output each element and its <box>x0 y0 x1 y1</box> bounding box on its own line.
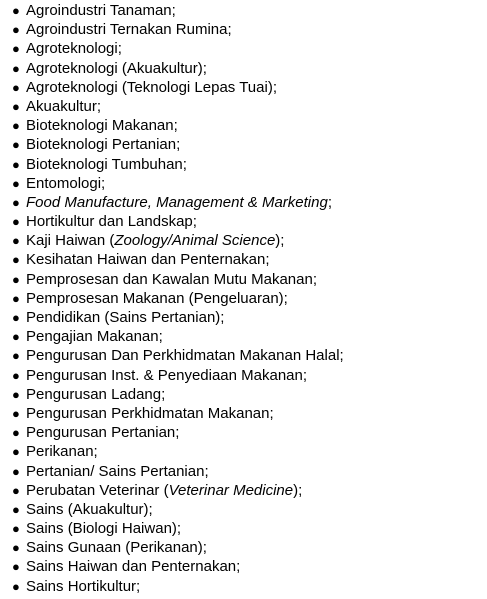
bullet-icon: ● <box>12 60 20 76</box>
bullet-icon: ● <box>12 252 20 268</box>
bullet-icon: ● <box>12 175 20 191</box>
list-item <box>12 557 344 576</box>
bullet-icon: ● <box>12 290 20 306</box>
text-segment: Sains Hortikultur; <box>26 577 141 595</box>
bullet-icon: ● <box>12 98 20 114</box>
text-segment: Sains (Biologi Haiwan); <box>26 520 182 538</box>
text-segment: Kesihatan Haiwan dan Penternakan; <box>26 251 270 269</box>
text-segment: Bioteknologi Makanan; <box>26 117 178 135</box>
list-item <box>12 538 344 557</box>
text-segment: Agroindustri Tanaman; <box>26 2 176 19</box>
list-item-label <box>26 193 332 212</box>
text-segment: Bioteknologi Tumbuhan; <box>26 155 187 173</box>
bullet-icon: ● <box>12 329 20 345</box>
text-segment: Pengurusan Pertanian; <box>26 424 180 442</box>
text-segment: Pemprosesan Makanan (Pengeluaran); <box>26 289 288 307</box>
bullet-icon: ● <box>12 118 20 134</box>
list-item-label <box>26 39 122 58</box>
list-item-label <box>26 97 101 116</box>
list-item-label <box>26 385 165 404</box>
list-item-label <box>26 270 317 289</box>
bullet-icon: ● <box>12 79 20 95</box>
text-segment: Pertanian/ Sains Pertanian; <box>26 462 209 480</box>
list-item <box>12 308 344 327</box>
list-item-label <box>26 20 232 39</box>
list-item <box>12 250 344 269</box>
list-item-label <box>26 577 140 596</box>
list-item-label <box>26 212 197 231</box>
text-segment: ); <box>293 481 303 499</box>
bullet-icon: ● <box>12 41 20 57</box>
list-item <box>12 270 344 289</box>
list-item <box>12 135 344 154</box>
list-item <box>12 289 344 308</box>
text-segment: Perikanan; <box>26 443 98 461</box>
list-item-label <box>26 442 98 461</box>
list-item-label <box>26 289 288 308</box>
text-segment: Agroindustri Ternakan Rumina; <box>26 21 232 39</box>
list-item-label <box>26 327 163 346</box>
list-item <box>12 174 344 193</box>
list-item <box>12 500 344 519</box>
text-segment: Hortikultur dan Landskap; <box>26 213 197 231</box>
text-segment: Pengurusan Ladang; <box>26 385 166 403</box>
list-item <box>12 385 344 404</box>
bullet-icon: ● <box>12 348 20 364</box>
text-segment: Agroteknologi; <box>26 40 122 58</box>
list-item-label <box>26 1 176 20</box>
bullet-icon: ● <box>12 214 20 230</box>
text-segment: Sains Haiwan dan Penternakan; <box>26 558 241 576</box>
bullet-icon: ● <box>12 386 20 402</box>
list-item-label <box>26 538 207 557</box>
text-segment: Agroteknologi (Teknologi Lepas Tuai); <box>26 78 277 96</box>
text-segment: Pengajian Makanan; <box>26 328 163 346</box>
list-item <box>12 78 344 97</box>
program-list <box>12 1 344 596</box>
text-segment: Bioteknologi Pertanian; <box>26 136 181 154</box>
bullet-icon: ● <box>12 425 20 441</box>
list-item <box>12 155 344 174</box>
list-item-label <box>26 308 224 327</box>
bullet-icon: ● <box>12 22 20 38</box>
text-segment: Sains (Akuakultur); <box>26 500 153 518</box>
bullet-icon: ● <box>12 271 20 287</box>
list-item <box>12 20 344 39</box>
list-item <box>12 116 344 135</box>
list-item <box>12 1 344 20</box>
text-segment: Pengurusan Dan Perkhidmatan Makanan Halal; <box>26 347 344 365</box>
list-item-label <box>26 78 277 97</box>
list-item-label <box>26 174 105 193</box>
text-segment: Entomologi; <box>26 174 106 192</box>
bullet-icon: ● <box>12 194 20 210</box>
list-item <box>12 366 344 385</box>
list-item <box>12 327 344 346</box>
bullet-icon: ● <box>12 540 20 556</box>
bullet-icon: ● <box>12 578 20 594</box>
list-item <box>12 212 344 231</box>
bullet-icon: ● <box>12 233 20 249</box>
bullet-icon: ● <box>12 559 20 575</box>
bullet-icon: ● <box>12 501 20 517</box>
list-item-label <box>26 116 178 135</box>
list-item-label <box>26 557 240 576</box>
bullet-icon: ● <box>12 482 20 498</box>
bullet-icon: ● <box>12 463 20 479</box>
list-item <box>12 39 344 58</box>
list-item-label <box>26 250 270 269</box>
text-segment: Pemprosesan dan Kawalan Mutu Makanan; <box>26 270 318 288</box>
italic-text: Food Manufacture, Management & Marketing <box>26 193 328 211</box>
text-segment: Pendidikan (Sains Pertanian); <box>26 309 225 326</box>
list-item-label <box>26 404 274 423</box>
list-item-label <box>26 462 209 481</box>
text-segment: Perubatan Veterinar ( <box>26 481 169 499</box>
text-segment: Akuakultur; <box>26 97 102 115</box>
list-item <box>12 59 344 78</box>
list-item <box>12 462 344 481</box>
list-item-label <box>26 519 181 538</box>
text-segment: Sains Gunaan (Perikanan); <box>26 539 207 557</box>
italic-text: Zoology/Animal Science <box>114 232 276 250</box>
list-item <box>12 97 344 116</box>
bullet-icon: ● <box>12 367 20 383</box>
list-item <box>12 442 344 461</box>
text-segment: Pengurusan Inst. & Penyediaan Makanan; <box>26 366 308 384</box>
bullet-icon: ● <box>12 521 20 537</box>
list-item-label <box>26 366 307 385</box>
italic-text: Veterinar Medicine <box>168 481 294 499</box>
text-segment: ; <box>327 193 332 211</box>
list-item <box>12 404 344 423</box>
list-item <box>12 481 344 500</box>
list-item <box>12 577 344 596</box>
bullet-icon: ● <box>12 444 20 460</box>
list-item-label <box>26 135 180 154</box>
list-item-label <box>26 155 187 174</box>
list-item-label <box>26 231 284 250</box>
bullet-icon: ● <box>12 3 20 18</box>
text-segment: Pengurusan Perkhidmatan Makanan; <box>26 404 274 422</box>
text-segment: Agroteknologi (Akuakultur); <box>26 59 207 77</box>
bullet-icon: ● <box>12 310 20 325</box>
list-item-label <box>26 423 179 442</box>
list-item-label <box>26 500 153 519</box>
list-item <box>12 231 344 250</box>
list-item-label <box>26 346 344 365</box>
list-item <box>12 193 344 212</box>
list-item-label <box>26 481 302 500</box>
list-item <box>12 346 344 365</box>
list-item <box>12 519 344 538</box>
list-item-label <box>26 59 207 78</box>
text-segment: ); <box>275 232 285 250</box>
list-item <box>12 423 344 442</box>
bullet-icon: ● <box>12 156 20 172</box>
bullet-icon: ● <box>12 137 20 153</box>
bullet-icon: ● <box>12 405 20 421</box>
text-segment: Kaji Haiwan ( <box>26 232 115 250</box>
